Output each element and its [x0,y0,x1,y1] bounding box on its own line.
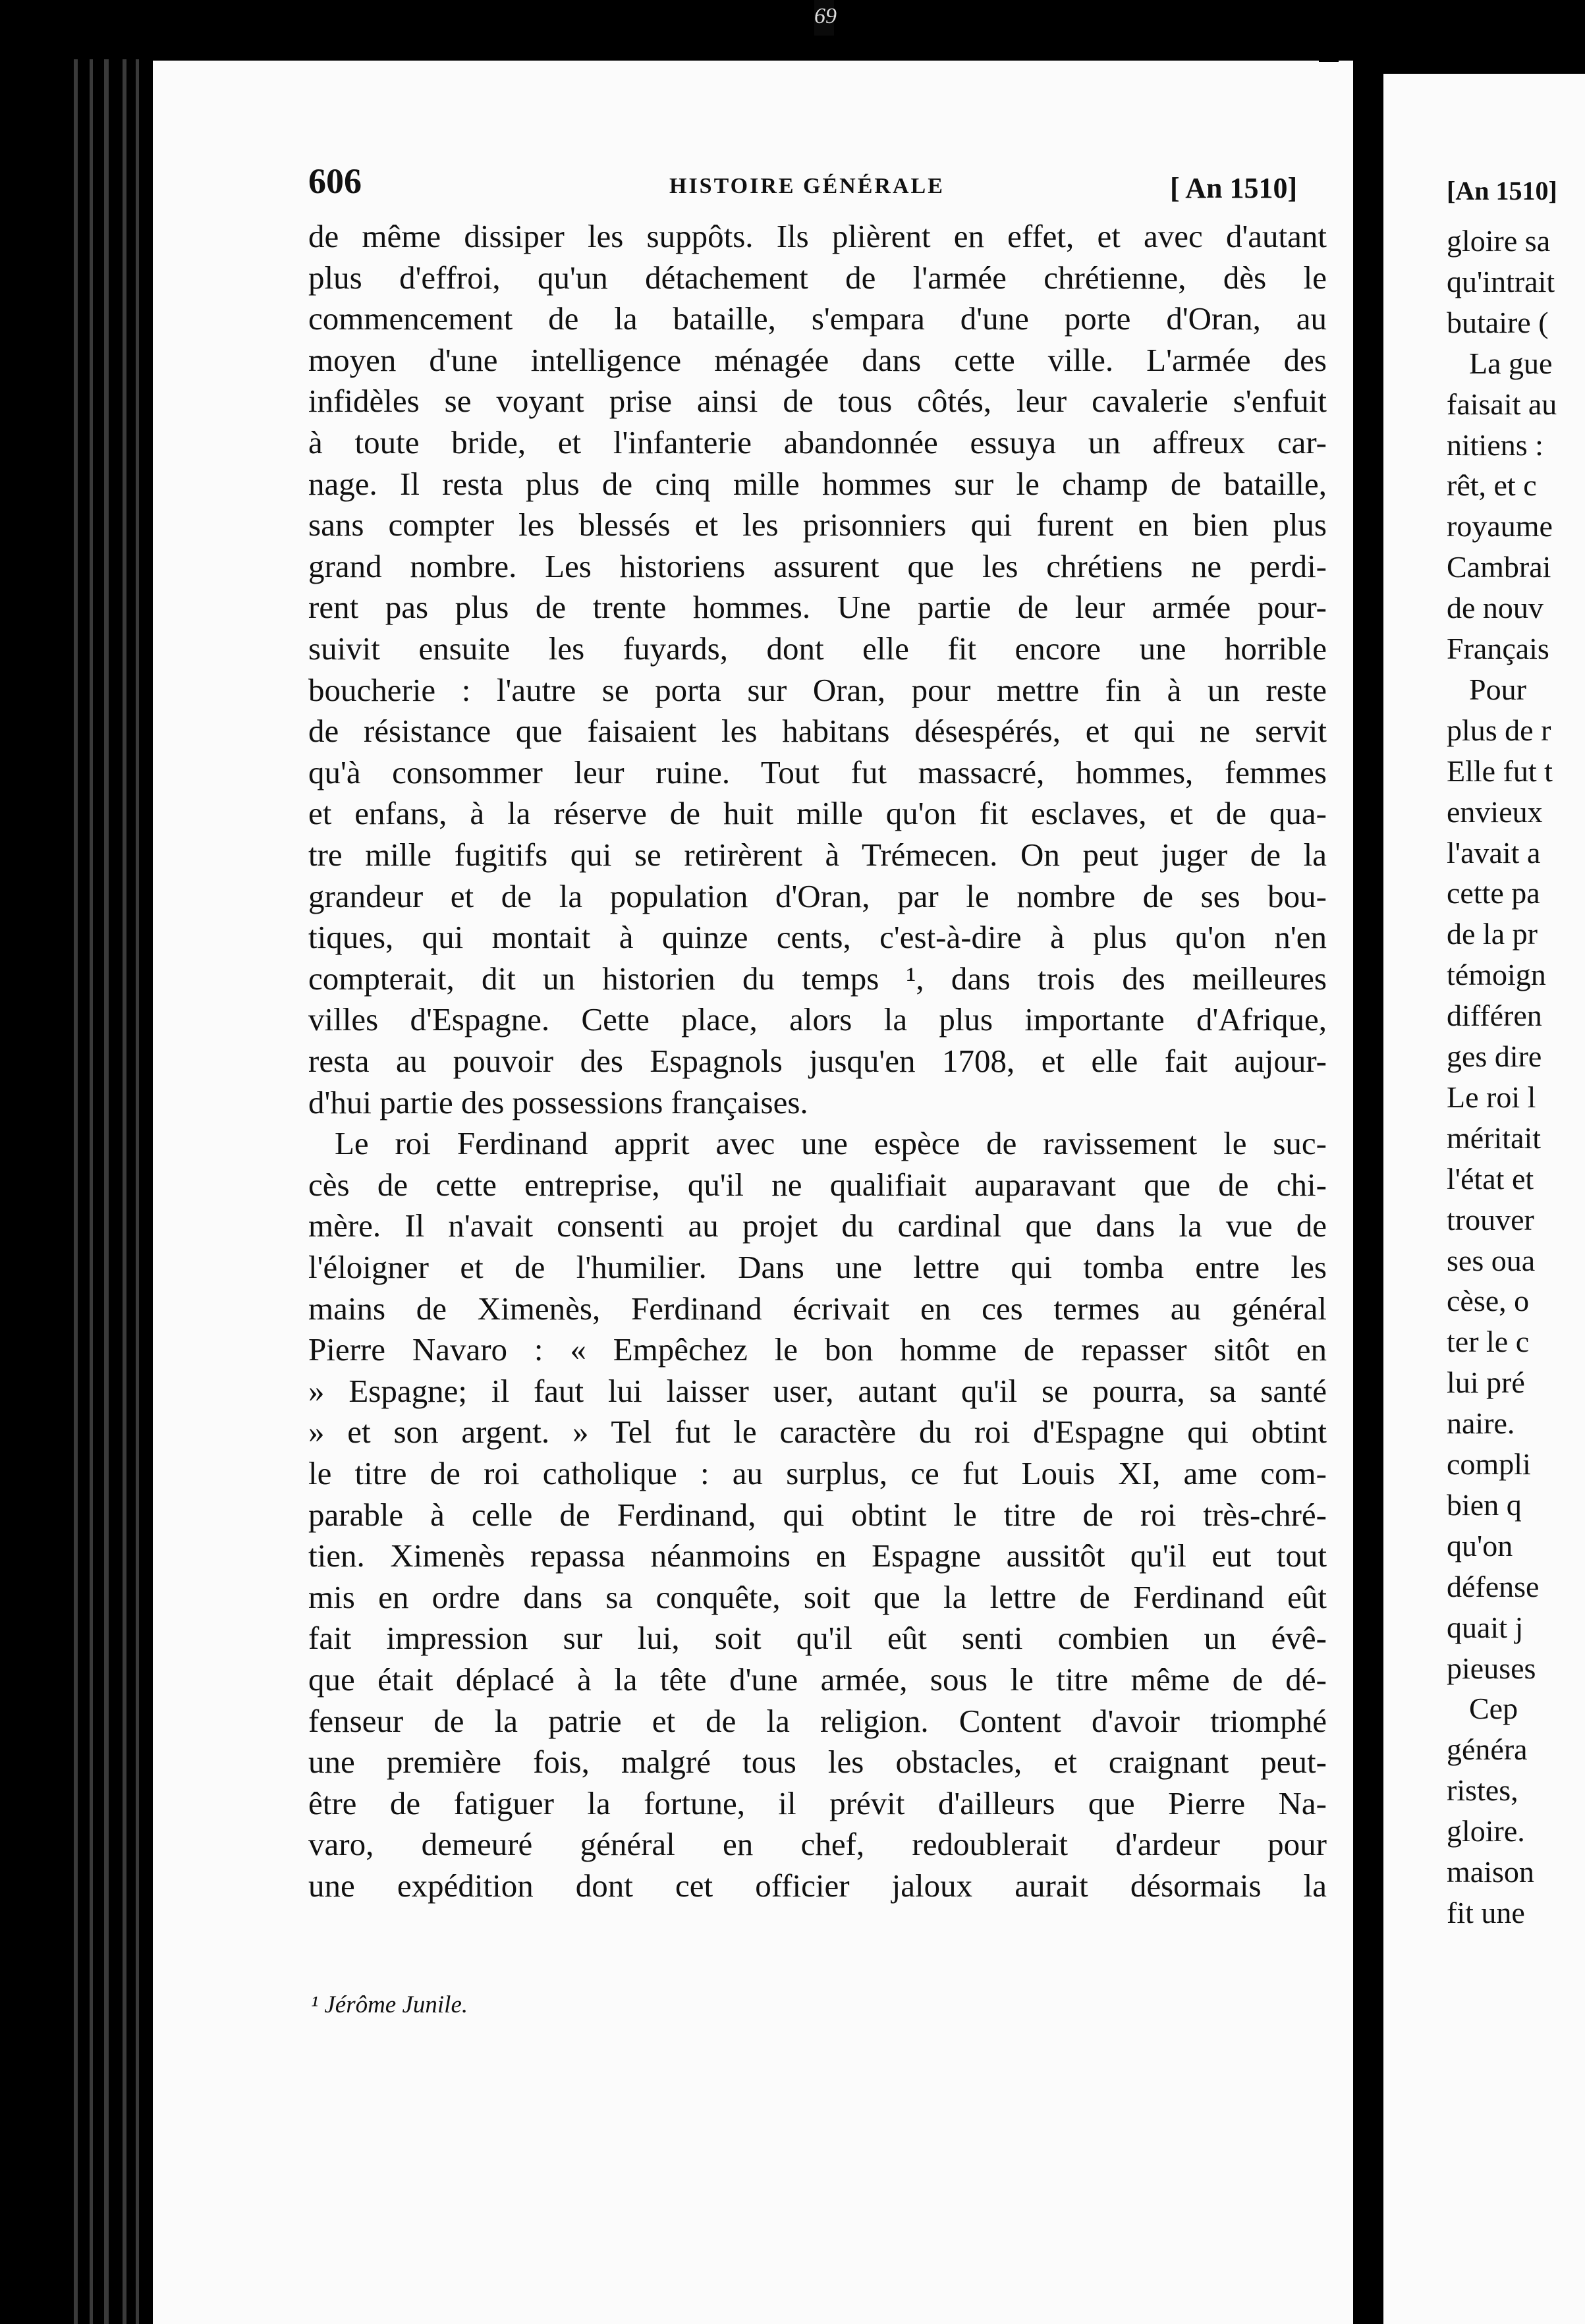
text-line: fit une [1447,1895,1525,1929]
text-line: » et son argent. » Tel fut le caractère du roi d'Espagne qui obtint [308,1414,1327,1451]
text-line: Elle fut t [1447,754,1553,788]
text-line: nage. Il resta plus de cinq mille hommes sur le champ de bataille, [308,465,1327,502]
text-line: tien. Ximenès repassa néanmoins en Espagne aussitôt qu'il eut tout [308,1537,1327,1574]
text-line: que était déplacé à la tête d'une armée, sous le titre même de dé- [308,1661,1327,1698]
text-line: ges dire [1447,1039,1542,1073]
text-line: Cambrai [1447,550,1551,584]
footnote: ¹ Jérôme Junile. [311,1991,468,2018]
right-year-marker: [An 1510] [1447,176,1557,206]
page-edge-line [104,59,109,2324]
text-line: d'hui partie des possessions françaises. [308,1084,808,1120]
text-line: butaire ( [1447,305,1549,339]
text-line: tiques, qui montait à quinze cents, c'est-à-dire à plus qu'on n'en [308,919,1327,956]
text-line: plus de r [1447,713,1551,747]
text-line: parable à celle de Ferdinand, qui obtint le titre de roi très-chré- [308,1496,1327,1533]
text-line: mère. Il n'avait consenti au projet du cardinal que dans la vue de [308,1207,1327,1244]
text-line: envieux [1447,794,1543,829]
text-line: défense [1447,1569,1540,1603]
text-line: faisait au [1447,387,1557,421]
text-line: être de fatiguer la fortune, il prévit d'ailleurs que Pierre Na- [308,1784,1327,1821]
text-line: suivit ensuite les fuyards, dont elle fit encore une horrible [308,630,1327,667]
text-line: témoign [1447,958,1546,992]
text-line: ristes, [1447,1773,1518,1808]
text-line: moyen d'une intelligence ménagée dans cette ville. L'armée des [308,341,1327,378]
text-line: Pierre Navaro : « Empêchez le bon homme de repasser sitôt en [308,1331,1327,1368]
text-line: Cep [1469,1692,1518,1726]
top-mark: 69 [814,4,837,28]
text-line: compterait, dit un historien du temps ¹, dans trois des meilleures [308,960,1327,997]
text-line: Le roi Ferdinand apprit avec une espèce de ravissement le suc- [335,1125,1327,1162]
text-line: l'éloigner et de l'humilier. Dans une lettre qui tomba entre les [308,1249,1327,1285]
text-line: qu'intrait [1447,264,1555,298]
text-line: ter le c [1447,1325,1530,1359]
text-line: Français [1447,632,1549,665]
text-line: commencement de la bataille, s'empara d'une porte d'Oran, au [308,300,1327,337]
text-line: royaume [1447,509,1553,543]
page-number: 606 [308,161,362,201]
text-line: de même dissiper les suppôts. Ils plièrent en effet, et avec d'autant [308,218,1327,254]
text-line: trouver [1447,1202,1534,1236]
page-edge-line [74,59,78,2324]
text-line: grandeur et de la population d'Oran, par le nombre de ses bou- [308,877,1327,914]
text-line: méritait [1447,1120,1542,1155]
text-line: gloire. [1447,1814,1525,1848]
text-line: ses oua [1447,1243,1536,1277]
text-line: plus d'effroi, qu'un détachement de l'armée chrétienne, dès le [308,259,1327,296]
text-line: nitiens : [1447,428,1543,462]
text-line: sans compter les blessés et les prisonniers qui furent en bien plus [308,507,1327,543]
text-line: une première fois, malgré tous les obstacles, et craignant peut- [308,1744,1327,1781]
text-line: et enfans, à la réserve de huit mille qu'on fit esclaves, et de qua- [308,795,1327,832]
text-line: lui pré [1447,1366,1525,1400]
text-line: le titre de roi catholique : au surplus, ce fut Louis XI, ame com- [308,1455,1327,1491]
text-line: boucherie : l'autre se porta sur Oran, pour mettre fin à un reste [308,671,1327,708]
binding-shadow [1354,46,1382,2324]
text-line: infidèles se voyant prise ainsi de tous côtés, leur cavalerie s'enfuit [308,383,1327,420]
text-line: pieuses [1447,1651,1536,1685]
text-line: généra [1447,1732,1528,1767]
text-line: Le roi l [1447,1080,1536,1114]
page-edge-line [123,59,126,2324]
text-line: grand nombre. Les historiens assurent que les chrétiens ne perdi- [308,547,1327,584]
text-line: une expédition dont cet officier jaloux aurait désormais la [308,1868,1327,1904]
text-line: qu'on [1447,1528,1513,1563]
text-line: cette pa [1447,876,1540,910]
text-line: Pour [1469,672,1534,706]
text-line: fait impression sur lui, soit qu'il eût senti combien un évê- [308,1620,1327,1657]
page-edge-line [90,59,93,2324]
text-line: fenseur de la patrie et de la religion. Content d'avoir triomphé [308,1702,1327,1739]
text-line: qu'à consommer leur ruine. Tout fut massacré, hommes, femmes [308,754,1327,790]
corner-blot [1319,46,1339,62]
text-line: l'état et [1447,1161,1534,1196]
text-line: cèse, o [1447,1284,1530,1318]
text-line: à toute bride, et l'infanterie abandonnée essuya un affreux car- [308,424,1327,460]
page-edge-line [136,59,139,2324]
text-line: différen [1447,999,1542,1033]
text-line: mis en ordre dans sa conquête, soit que la lettre de Ferdinand eût [308,1578,1327,1615]
text-line: l'avait a [1447,835,1541,870]
text-line: tre mille fugitifs qui se retirèrent à Trémecen. On peut juger de la [308,837,1327,873]
text-line: bien q [1447,1487,1522,1522]
running-title: HISTOIRE GÉNÉRALE [669,174,945,198]
year-marker: [ An 1510] [1170,172,1298,204]
text-line: cès de cette entreprise, qu'il ne qualifiait auparavant que de chi- [308,1166,1327,1203]
text-line: gloire sa [1447,224,1551,258]
text-line: varo, demeuré général en chef, redoublerait d'ardeur pour [308,1826,1327,1863]
text-line: mains de Ximenès, Ferdinand écrivait en ces termes au général [308,1290,1327,1327]
text-line: quait j [1447,1610,1524,1644]
text-line: resta au pouvoir des Espagnols jusqu'en 1708, et elle fait aujour- [308,1043,1327,1079]
text-line: de résistance que faisaient les habitans désespérés, et qui ne servit [308,713,1327,750]
text-line: de la pr [1447,917,1538,951]
text-line: de nouv [1447,591,1543,625]
text-line: rent pas plus de trente hommes. Une partie de leur armée pour- [308,589,1327,626]
text-line: rêt, et c [1447,468,1537,503]
text-line: » Espagne; il faut lui laisser user, autant qu'il se pourra, sa santé [308,1372,1327,1409]
text-line: La gue [1469,346,1553,380]
text-line: maison [1447,1855,1534,1889]
text-line: naire. [1447,1406,1515,1441]
text-line: compli [1447,1447,1531,1481]
text-line: villes d'Espagne. Cette place, alors la plus importante d'Afrique, [308,1001,1327,1038]
